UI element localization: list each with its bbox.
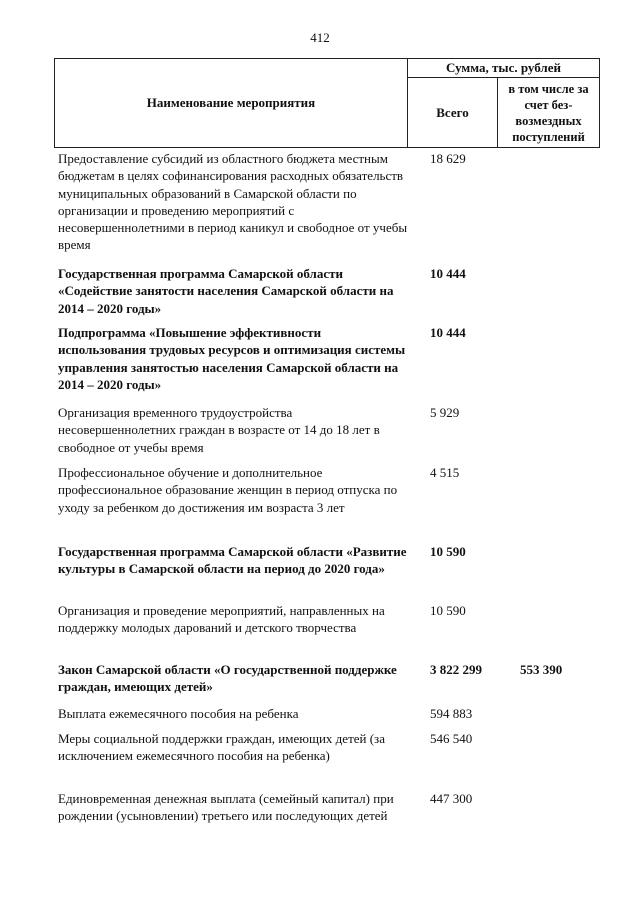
- page-number: 412: [310, 30, 330, 45]
- row-name: Единовременная денежная выплата (семейный капитал) при рождении (усыновлении) третьего или последующих детей: [58, 791, 394, 824]
- row-total: 10 590: [430, 544, 466, 559]
- row-total: 3 822 299: [430, 662, 482, 677]
- row-name: Организация временного трудоустройства несовершеннолетних граждан в возрасте от 14 до 18 лет в свободное от учебы время: [58, 405, 380, 455]
- column-header-incl: в том числе за счет без-возмездных поступлений: [508, 81, 589, 144]
- row-name: Подпрограмма «Повышение эффективности использования трудовых ресурсов и оптимизация системы управления занятостью населения Самарской области на 2014 – 2020 годы»: [58, 325, 406, 392]
- row-name: Государственная программа Самарской области «Содействие занятости населения Самарской области на 2014 – 2020 годы»: [58, 266, 394, 316]
- row-name: Государственная программа Самарской области «Развитие культуры в Самарской области на период до 2020 года»: [58, 544, 407, 577]
- row-name: Организация и проведение мероприятий, направленных на поддержку молодых дарований и детского творчества: [58, 603, 385, 636]
- row-total: 447 300: [430, 791, 473, 806]
- row-total: 10 444: [430, 266, 466, 281]
- row-name: Меры социальной поддержки граждан, имеющих детей (за исключением ежемесячного пособия на ребенка): [58, 731, 385, 764]
- row-total: 594 883: [430, 706, 473, 721]
- row-name: Профессиональное обучение и дополнительное профессиональное образование женщин в период отпуска по уходу за ребенком до достижения им возраста 3 лет: [58, 465, 398, 515]
- row-total: 546 540: [430, 731, 473, 746]
- row-total: 10 444: [430, 325, 466, 340]
- row-name: Закон Самарской области «О государственной поддержке граждан, имеющих детей»: [58, 662, 397, 695]
- column-header-sum: Сумма, тыс. рублей: [408, 59, 599, 78]
- row-name: Предоставление субсидий из областного бюджета местным бюджетам в целях софинансирования расходных обязательств муниципальных образований в Самарской области по организации и проведению мероприятий с несовершеннолетними в период каникул и свободное от учебы время: [58, 151, 408, 253]
- row-total: 10 590: [430, 603, 466, 618]
- row-total: 5 929: [430, 405, 460, 420]
- row-total: 18 629: [430, 151, 466, 166]
- column-header-total: Всего: [408, 78, 498, 147]
- column-header-name: Наименование мероприятия: [55, 59, 408, 147]
- table-header: [54, 58, 600, 148]
- row-name: Выплата ежемесячного пособия на ребенка: [58, 706, 299, 721]
- row-incl: 553 390: [520, 662, 563, 677]
- row-total: 4 515: [430, 465, 460, 480]
